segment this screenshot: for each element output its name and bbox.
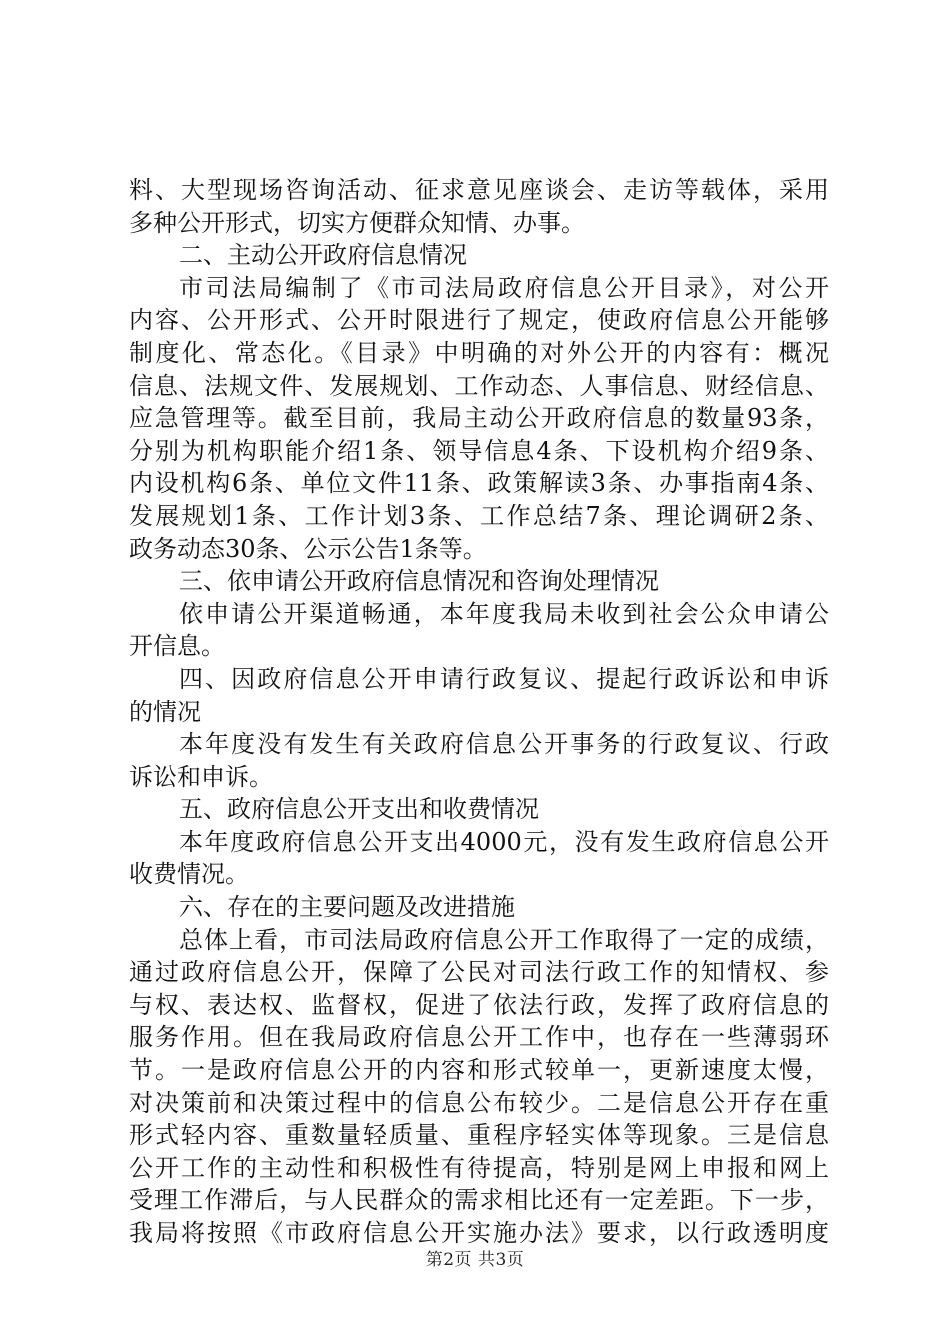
text-line: 总体上看，市司法局政府信息公开工作取得了一定的成绩， [179,925,829,954]
text-line: 本年度政府信息公开支出4000元，没有发生政府信息公开 [179,827,829,856]
text-line: 我局将按照《市政府信息公开实施办法》要求，以行政透明度 [129,1219,829,1247]
text-line: 收费情况。 [129,860,249,889]
text-line: 与权、表达权、监督权，促进了依法行政，发挥了政府信息的 [129,990,829,1019]
text-line: 内容、公开形式、公开时限进行了规定，使政府信息公开能够 [129,306,829,335]
text-line: 的情况 [129,697,201,726]
text-line: 开信息。 [129,632,225,661]
document-body [129,174,829,1250]
section-heading: 二、主动公开政府信息情况 [179,241,467,270]
text-line: 通过政府信息公开，保障了公民对司法行政工作的知情权、参 [129,958,829,987]
text-line: 本年度没有发生有关政府信息公开事务的行政复议、行政 [179,730,829,759]
text-line: 政务动态30条、公示公告1条等。 [129,534,487,563]
text-line: 四、因政府信息公开申请行政复议、提起行政诉讼和申诉 [179,664,829,693]
text-line: 内设机构6条、单位文件11条、政策解读3条、办事指南4条、 [129,469,829,498]
section-heading: 三、依申请公开政府信息情况和咨询处理情况 [179,567,659,596]
section-heading: 五、政府信息公开支出和收费情况 [179,795,539,824]
page-footer: 第2页 共3页 [425,1250,525,1270]
text-line: 市司法局编制了《市司法局政府信息公开目录》，对公开 [179,273,829,302]
text-line: 分别为机构职能介绍1条、领导信息4条、下设机构介绍9条、 [129,436,829,465]
text-line: 料、大型现场咨询活动、征求意见座谈会、走访等载体，采用 [129,176,829,204]
text-line: 诉讼和申诉。 [129,762,273,791]
text-line: 服务作用。但在我局政府信息公开工作中，也存在一些薄弱环 [129,1023,829,1052]
text-line: 节。一是政府信息公开的内容和形式较单一，更新速度太慢， [129,1056,829,1085]
text-line: 发展规划1条、工作计划3条、工作总结7条、理论调研2条、 [129,501,829,530]
text-line: 对决策前和决策过程中的信息公布较少。二是信息公开存在重 [129,1088,829,1117]
text-line: 应急管理等。截至目前，我局主动公开政府信息的数量93条， [129,404,829,433]
text-line: 多种公开形式，切实方便群众知情、办事。 [129,208,585,237]
text-line: 形式轻内容、重数量轻质量、重程序轻实体等现象。三是信息 [129,1121,829,1150]
text-line: 信息、法规文件、发展规划、工作动态、人事信息、财经信息、 [129,371,829,400]
text-line: 依申请公开渠道畅通，本年度我局未收到社会公众申请公 [179,599,829,628]
text-line: 制度化、常态化。《目录》中明确的对外公开的内容有：概况 [129,338,829,367]
text-line: 受理工作滞后，与人民群众的需求相比还有一定差距。下一步， [129,1186,829,1215]
section-heading: 六、存在的主要问题及改进措施 [179,893,515,922]
text-line: 公开工作的主动性和积极性有待提高，特别是网上申报和网上 [129,1153,829,1182]
